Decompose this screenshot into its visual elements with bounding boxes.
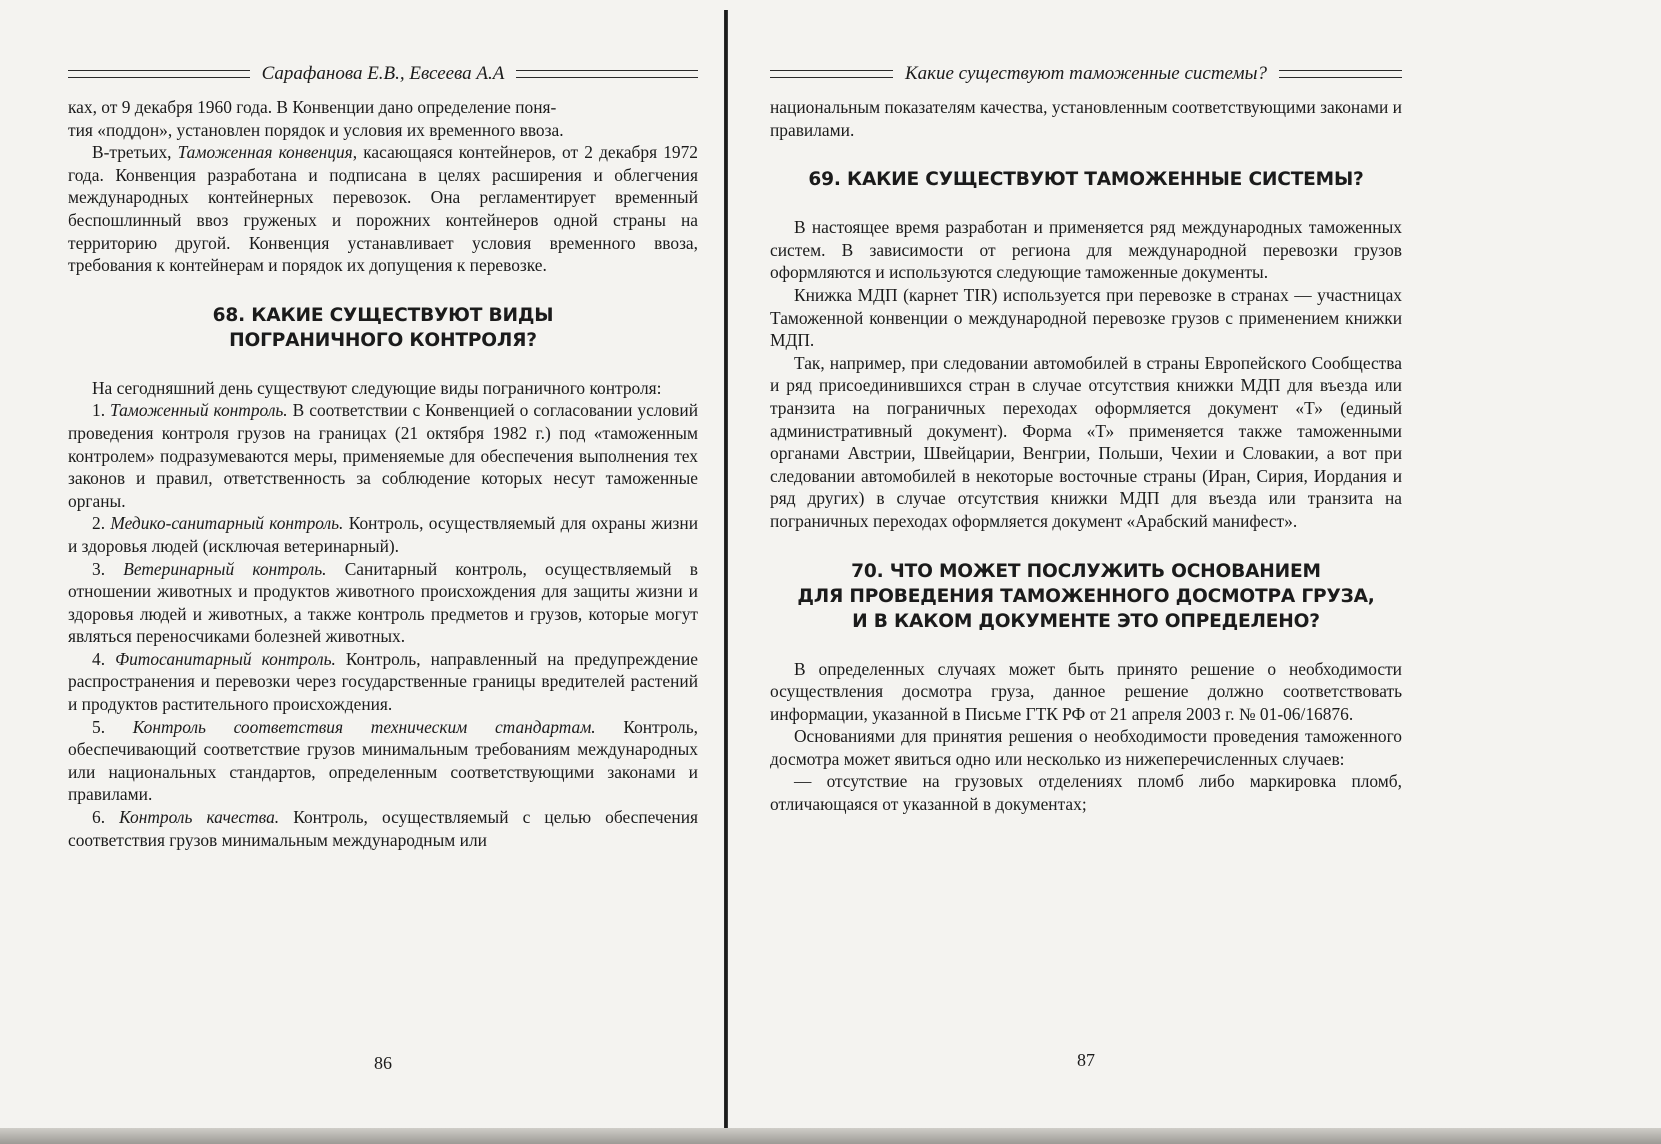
list-item-text: Контроль, направленный на предупреждение распространения и перевозки через государственные границы вредителей растений и продуктов растительного происхождения. (68, 648, 698, 715)
header-rule-left (68, 70, 250, 78)
heading-70-line-3: И В КАКОМ ДОКУМЕНТЕ ЭТО ОПРЕДЕЛЕНО? (852, 610, 1320, 632)
list-item-text: Контроль, осуществляемый с целью обеспечения соответствия грузов минимальным международным или (68, 807, 699, 850)
left-page (68, 60, 699, 1073)
paragraph-third (68, 141, 698, 277)
heading-70 (770, 559, 1402, 634)
paragraph-69-1: В настоящее время разработан и применяется ряд международных таможенных систем. В зависимости от региона для международной перевозки грузов оформляются и используются следующие таможенные документы. (770, 217, 1402, 283)
header-rule-left (770, 70, 893, 78)
list-item-2 (68, 512, 698, 557)
list-item-text: Контроль, осуществляемый для охраны жизни и здоровья людей (исключая ветеринарный). (68, 513, 699, 556)
paragraph-third-prefix: В-третьих, (92, 142, 178, 163)
heading-69 (770, 167, 1402, 192)
paragraph-70-1: В определенных случаях может быть принято решение о необходимости осуществления досмотра груза, данное решение должно соответствовать информации, указанной в Письме ГТК РФ от 21 апреля 2003 г. № 01-06/16876. (770, 658, 1402, 724)
list-item-num: 2. (92, 513, 111, 534)
list-item-title: Таможенный контроль. (110, 400, 288, 421)
list-item-text: Санитарный контроль, осуществляемый в отношении животных и продуктов животного происхождения для защиты жизни и здоровья людей и животных, а также контроль предметов и грузов, которые могут являться переносчиками болезней животных. (68, 558, 699, 647)
paragraph-70-2: Основаниями для принятия решения о необходимости проведения таможенного досмотра может явиться одно или несколько из нижеперечисленных случаев: (770, 726, 1402, 769)
list-item-num: 1. (92, 400, 111, 421)
page-number-left: 86 (374, 1053, 392, 1073)
paragraph-70-3: — отсутствие на грузовых отделениях пломб либо маркировка пломб, отличающаяся от указанной в документах; (770, 771, 1402, 815)
list-item-4 (68, 648, 698, 716)
paragraph-69-3: Так, например, при следовании автомобилей в страны Европейского Сообщества и ряд присоединившихся стран в случае отсутствия книжки МДП для въезда или транзита на пограничных переходах оформляется документ «Т» (единый административный документ). Форма «Т» применяется также таможенными органами Австрии, Швейцарии, Венгрии, Польши, Чехии и Словакии, а вот при следовании автомобилей в некоторые восточные страны (Иран, Сирия, Иордания и ряд других) в случае отсутствия книжки МДП для въезда или транзита на пограничных переходах оформляется документ «Арабский манифест». (770, 352, 1402, 531)
list-item-num: 4. (92, 648, 116, 669)
heading-68-line-2: ПОГРАНИЧНОГО КОНТРОЛЯ? (229, 329, 537, 351)
header-rule-right (1279, 70, 1402, 78)
list-item-title: Контроль качества. (119, 807, 280, 828)
paragraph-third-rest: , касающаяся контейнеров, от 2 декабря 1972 года. Конвенция разработана и подписана в целях расширения и облегчения международных контейнерных перевозок. Она регламентирует временный беспошлинный ввоз груженых и порожних контейнеров одной страны на территорию другой. Конвенция устанавливает условия временного ввоза, требования к контейнерам и порядок их допущения к перевозке. (68, 142, 699, 276)
intro-68: На сегодняшний день существуют следующие виды пограничного контроля: (92, 377, 662, 398)
right-running-header (770, 60, 1402, 88)
intro-line-1: ках, от 9 декабря 1960 года. В Конвенции дано определение поня- (68, 97, 557, 117)
list-item-text: В соответствии с Конвенцией о согласовании условий проведения контроля грузов на границах (21 октября 1982 г.) под «таможенным контролем» подразумеваются меры, применяемые для обеспечения выполнения тех законов и правил, ответственность за соблюдение которых несут таможенные органы. (68, 400, 699, 511)
list-item-num: 3. (92, 558, 124, 579)
heading-69-line-1: 69. КАКИЕ СУЩЕСТВУЮТ ТАМОЖЕННЫЕ СИСТЕМЫ? (808, 169, 1364, 191)
right-running-header-text: Какие существуют таможенные системы? (904, 63, 1268, 84)
list-item-title: Контроль соответствия техническим стандартам. (132, 716, 596, 737)
right-page-body (770, 96, 1402, 816)
page-number-right: 87 (1077, 1050, 1095, 1070)
heading-70-line-2: ДЛЯ ПРОВЕДЕНИЯ ТАМОЖЕННОГО ДОСМОТРА ГРУЗА, (797, 585, 1375, 607)
list-item-text: Контроль, обеспечивающий соответствие грузов минимальным требованиям международных или национальных стандартов, определенным соответствующими законами и правилами. (68, 716, 699, 805)
header-rule-right (516, 70, 698, 78)
list-item-6 (68, 806, 698, 851)
right-page (770, 60, 1402, 1070)
paragraph-third-italic: Таможенная конвенция (177, 142, 353, 163)
list-item-1 (68, 399, 698, 512)
intro-line-2: тия «поддон», установлен порядок и условия их временного ввоза. (68, 119, 564, 140)
list-item-5 (68, 716, 698, 806)
list-item-num: 5. (92, 716, 133, 737)
heading-70-line-1: 70. ЧТО МОЖЕТ ПОСЛУЖИТЬ ОСНОВАНИЕМ (851, 560, 1321, 582)
list-item-num: 6. (92, 807, 120, 828)
list-item-title: Ветеринарный контроль. (123, 558, 327, 579)
left-page-body (68, 96, 698, 851)
paragraph-69-2: Книжка МДП (карнет TIR) используется при перевозке в странах — участницах Таможенной конвенции о международной перевозке грузов с применением книжки МДП. (770, 284, 1402, 351)
left-running-header (68, 60, 698, 88)
heading-68 (68, 303, 698, 353)
heading-68-line-1: 68. КАКИЕ СУЩЕСТВУЮТ ВИДЫ (212, 304, 554, 326)
list-item-title: Медико-санитарный контроль. (110, 513, 344, 534)
list-item-3 (68, 558, 698, 648)
right-intro: национальным показателям качества, установленным соответствующими законами и правилами. (770, 97, 1402, 140)
scan-bottom-edge (0, 1128, 1661, 1144)
left-running-header-text: Сарафанова Е.В., Евсеева А.А (261, 63, 505, 84)
book-spine (724, 10, 728, 1130)
list-item-title: Фитосанитарный контроль. (115, 648, 336, 669)
